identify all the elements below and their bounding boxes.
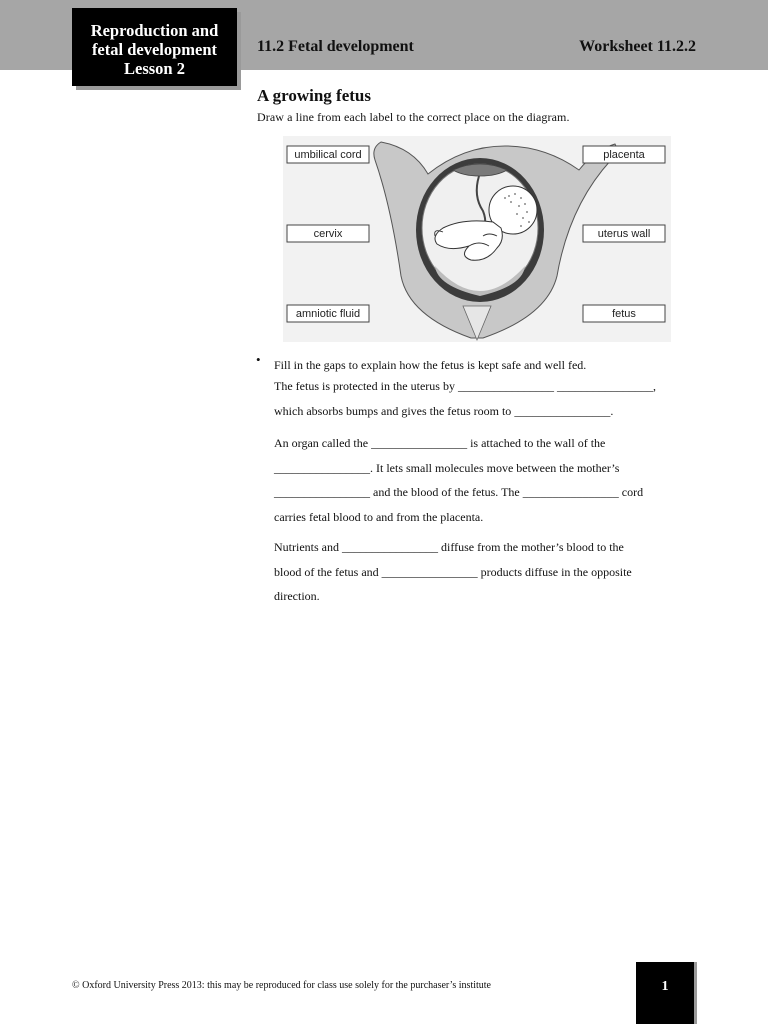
answer-blank[interactable]: ________________ (342, 540, 438, 554)
paragraph-placenta (274, 431, 714, 529)
text-segment: Nutrients and (274, 540, 339, 554)
text-segment: , (652, 379, 656, 393)
answer-blank[interactable]: ________________ (514, 403, 611, 418)
fetus-diagram (283, 136, 671, 342)
label-cervix: cervix (313, 228, 343, 240)
answer-blank[interactable]: ________________ (556, 379, 653, 393)
text-segment: and the blood of the fetus. The (373, 485, 520, 499)
answer-blank[interactable]: ________________ (522, 485, 619, 499)
text-segment: direction. (274, 589, 320, 603)
text-segment: carries fetal blood to and from the placenta. (274, 509, 484, 524)
text-segment: is attached to the wall of the (470, 436, 606, 450)
page-number: 1 (636, 962, 694, 1024)
text-segment: The fetus is protected in the uterus by (274, 379, 455, 393)
label-umbilical-cord: umbilical cord (294, 149, 362, 161)
answer-blank[interactable]: ________________ (371, 436, 468, 450)
topic-title: 11.2 Fetal development (257, 38, 414, 55)
text-segment: products diffuse in the opposite (480, 564, 632, 579)
answer-blank[interactable]: ________________ (274, 485, 370, 499)
lesson-number: Lesson 2 (124, 59, 185, 78)
instruction-text: Draw a line from each label to the correct place on the diagram. (257, 110, 570, 124)
text-segment: blood of the fetus and (274, 564, 379, 579)
text-segment: which absorbs bumps and gives the fetus room to (274, 403, 512, 418)
copyright-footer: © Oxford University Press 2013: this may be reproduced for class use solely for the purchaser’s institute (72, 980, 491, 991)
text-segment: . (610, 403, 614, 418)
label-placenta: placenta (603, 149, 645, 161)
label-fetus: fetus (612, 308, 636, 320)
text-segment: . It lets small molecules move between the mother’s (370, 460, 620, 475)
lesson-box (72, 8, 237, 86)
answer-blank[interactable]: ________________ (274, 460, 370, 475)
worksheet-number: Worksheet 11.2.2 (579, 38, 696, 55)
answer-blank[interactable]: ________________ (381, 564, 478, 579)
bullet-icon: • (256, 352, 261, 367)
text-segment: cord (621, 485, 644, 499)
lesson-title-line-1: Reproduction and (90, 21, 219, 40)
answer-blank[interactable]: ________________ (457, 379, 554, 393)
label-amniotic-fluid: amniotic fluid (295, 308, 361, 320)
text-segment: diffuse from the mother’s blood to the (441, 540, 624, 554)
lesson-title-line-2: fetal development (91, 40, 218, 59)
section-title: A growing fetus (257, 86, 371, 105)
fill-gaps-intro: Fill in the gaps to explain how the fetus is kept safe and well fed. (274, 358, 587, 372)
text-segment: An organ called the (274, 436, 369, 450)
paragraph-protection (274, 374, 714, 423)
paragraph-nutrients (274, 535, 714, 609)
label-uterus-wall: uterus wall (597, 228, 651, 240)
